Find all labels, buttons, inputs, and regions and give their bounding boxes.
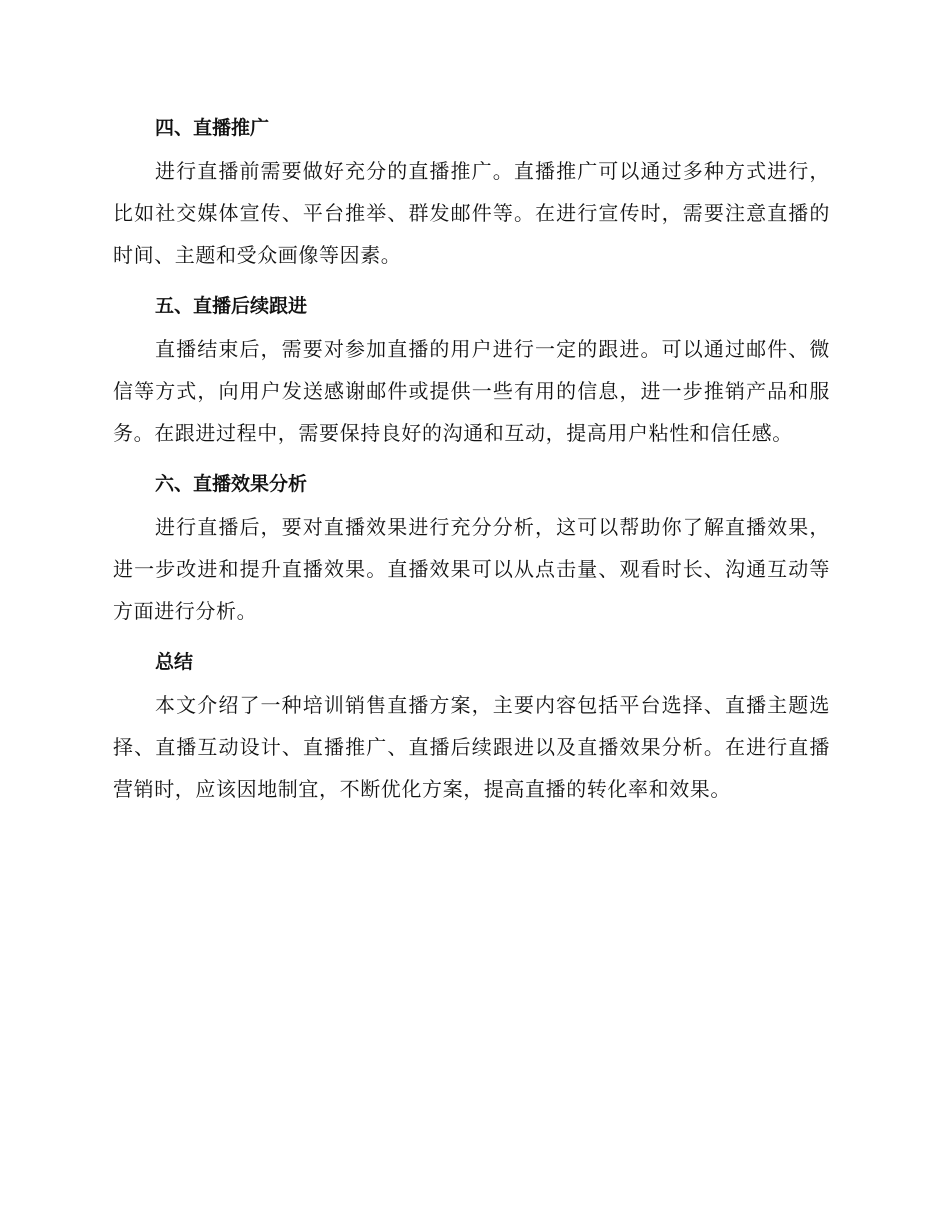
section-heading: 总结 bbox=[155, 651, 194, 673]
section-heading: 六、直播效果分析 bbox=[155, 473, 308, 495]
section-paragraph: 本文介绍了一种培训销售直播方案，主要内容包括平台选择、直播主题选择、直播互动设计、直播推广、直播后续跟进以及直播效果分析。在进行直播营销时，应该因地制宜，不断优化方案，提高直播的转化率和效果。 bbox=[113, 693, 830, 801]
section-paragraph: 进行直播后，要对直播效果进行充分分析，这可以帮助你了解直播效果，进一步改进和提升直播效果。直播效果可以从点击量、观看时长、沟通互动等方面进行分析。 bbox=[113, 515, 830, 623]
section-paragraph: 进行直播前需要做好充分的直播推广。直播推广可以通过多种方式进行，比如社交媒体宣传、平台推举、群发邮件等。在进行宣传时，需要注意直播的时间、主题和受众画像等因素。 bbox=[113, 159, 830, 267]
section-follow-up bbox=[113, 286, 830, 464]
section-heading: 四、直播推广 bbox=[155, 117, 270, 139]
section-promotion bbox=[113, 108, 830, 286]
section-effect-analysis bbox=[113, 464, 830, 642]
section-summary bbox=[113, 642, 830, 810]
section-paragraph: 直播结束后，需要对参加直播的用户进行一定的跟进。可以通过邮件、微信等方式，向用户发送感谢邮件或提供一些有用的信息，进一步推销产品和服务。在跟进过程中，需要保持良好的沟通和互动，提高用户粘性和信任感。 bbox=[113, 337, 830, 445]
section-heading: 五、直播后续跟进 bbox=[155, 295, 308, 317]
